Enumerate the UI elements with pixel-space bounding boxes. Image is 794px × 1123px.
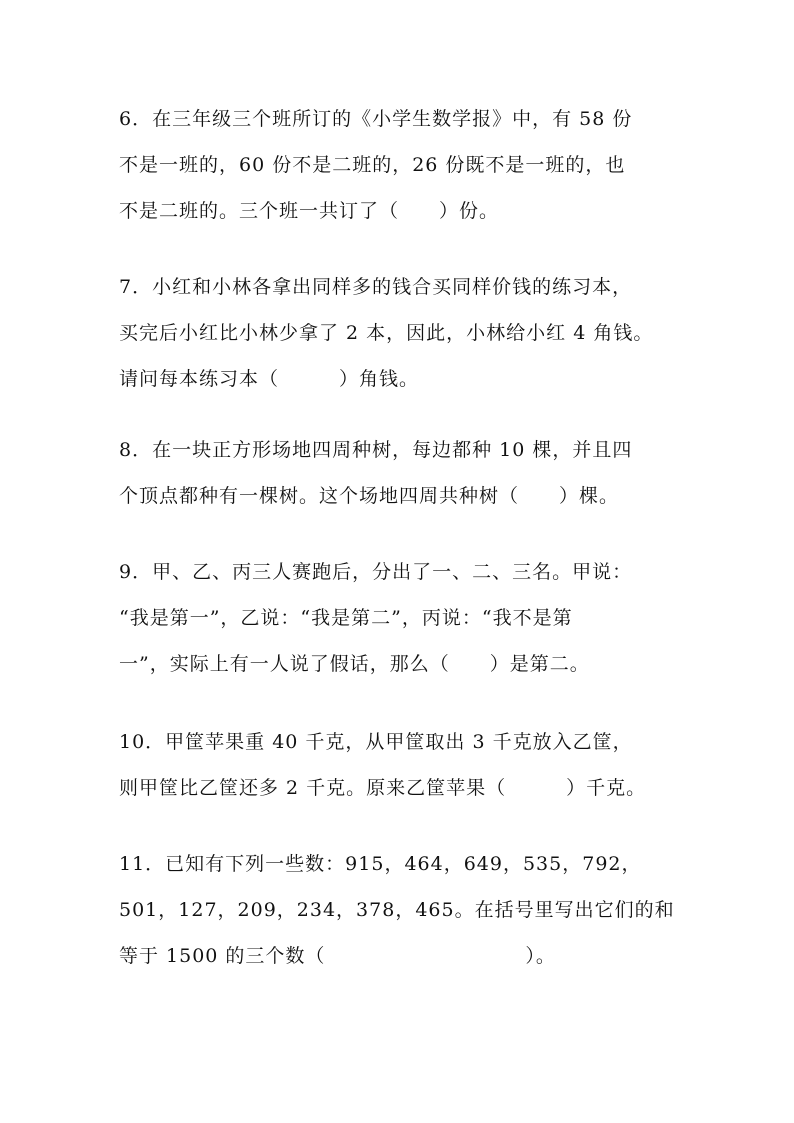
question-8-line-2: 个顶点都种有一棵树。这个场地四周共种树（ ）棵。 [119,485,620,507]
question-11-line-1: 11．已知有下列一些数：915，464，649，535，792， [119,853,642,875]
question-6-line-2: 不是一班的，60 份不是二班的，26 份既不是一班的，也 [119,154,626,176]
question-7-line-2: 买完后小红比小林少拿了 2 本，因此，小林给小红 4 角钱。 [119,322,654,344]
question-9-line-2: “我是第一”，乙说：“我是第二”，丙说：“我不是第 [119,607,573,629]
question-8 [119,438,699,508]
question-6-line-3: 不是二班的。三个班一共订了（ ）份。 [119,200,500,222]
question-9 [119,560,699,676]
question-7-line-1: 7．小红和小林各拿出同样多的钱合买同样价钱的练习本， [119,276,633,298]
question-7-line-3: 请问每本练习本（ ）角钱。 [119,368,420,390]
question-10-line-1: 10．甲筐苹果重 40 千克，从甲筐取出 3 千克放入乙筐， [119,731,633,753]
question-6-line-1: 6．在三年级三个班所订的《小学生数学报》中，有 58 份 [119,108,633,130]
question-6 [119,107,699,223]
question-9-line-1: 9．甲、乙、丙三人赛跑后，分出了一、二、三名。甲说： [119,561,633,583]
question-8-line-1: 8．在一块正方形场地四周种树，每边都种 10 棵，并且四 [119,439,633,461]
question-11-line-3: 等于 1500 的三个数（ ）。 [119,945,556,967]
question-11 [119,852,699,968]
question-11-line-2: 501，127，209，234，378，465。在括号里写出它们的和 [119,899,675,921]
question-7 [119,275,699,391]
question-9-line-3: 一”，实际上有一人说了假话，那么（ ）是第二。 [119,653,590,675]
question-10-line-2: 则甲筐比乙筐还多 2 千克。原来乙筐苹果（ ）千克。 [119,777,647,799]
question-10 [119,730,699,800]
